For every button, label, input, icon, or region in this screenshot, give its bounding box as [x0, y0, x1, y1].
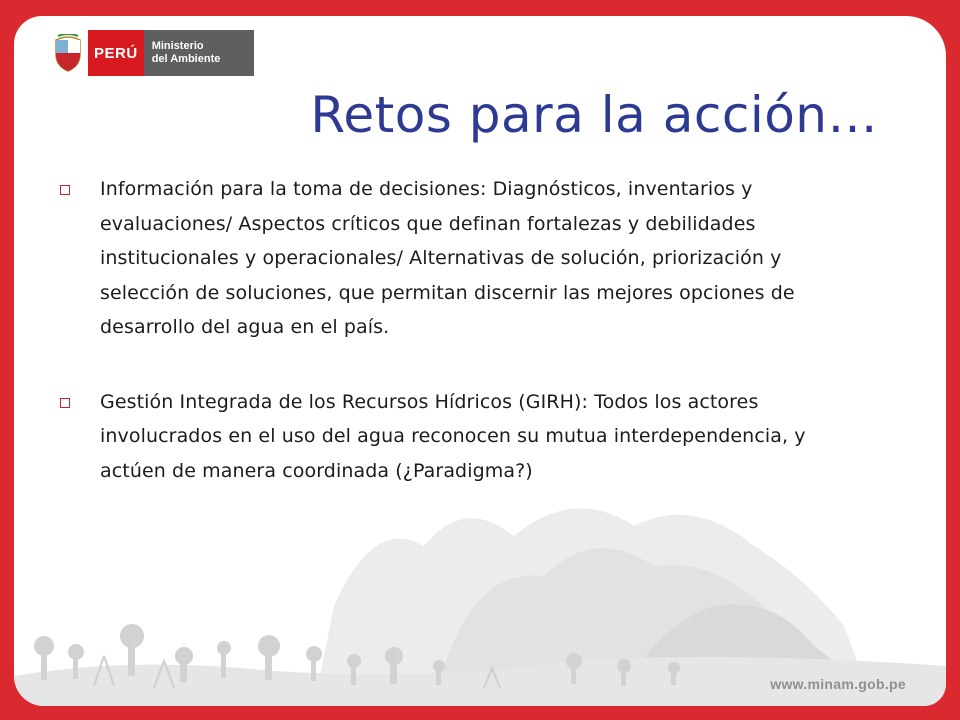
- coat-of-arms-icon: [48, 30, 88, 76]
- peru-label: PERÚ: [88, 30, 144, 76]
- ministry-line-2: del Ambiente: [151, 53, 221, 65]
- ministry-label: [144, 30, 255, 76]
- slide-card: [14, 16, 946, 706]
- bullet-list: [54, 172, 854, 528]
- slide-title: Retos para la acción…: [310, 86, 878, 144]
- bullet-text-2: Gestión Integrada de los Recursos Hídricos (GIRH): Todos los actores involucrados en el uso del agua reconocen su mutua interdependencia, y actúen de manera coordinada (¿Paradigma?): [100, 390, 806, 482]
- ministry-line-1: Ministerio: [151, 40, 204, 52]
- website-url: www.minam.gob.pe: [770, 676, 906, 692]
- bullet-item-1: [54, 172, 854, 345]
- square-bullet-icon: [60, 185, 70, 195]
- bullet-text-1: Información para la toma de decisiones: Diagnósticos, inventarios y evaluaciones/ Aspectos críticos que definan fortalezas y debilidades institucionales y operacionales/ Alternativas de solución, priorización y selección de soluciones, que permitan discernir las mejores opciones de desarrollo del agua en el país.: [100, 178, 795, 338]
- ministry-logo: [48, 30, 254, 76]
- bullet-item-2: [54, 385, 854, 489]
- square-bullet-icon: [60, 398, 70, 408]
